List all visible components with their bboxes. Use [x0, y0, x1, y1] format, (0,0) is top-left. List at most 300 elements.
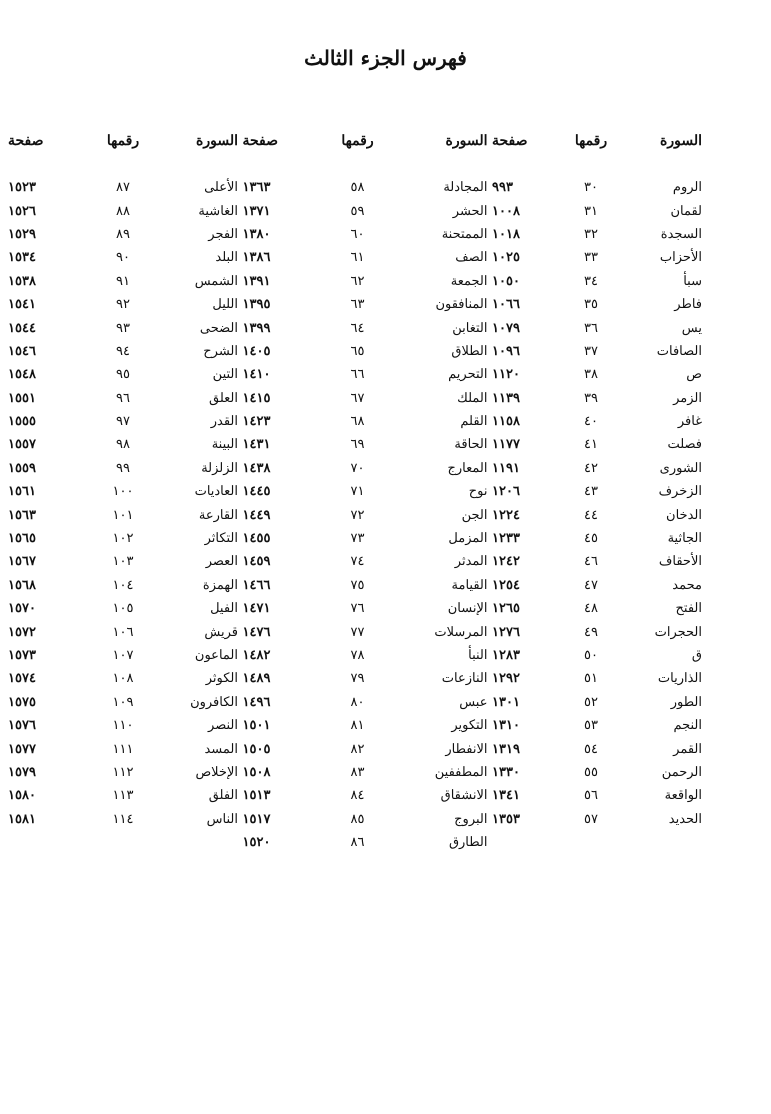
- page-number: ١٥٦٥: [8, 531, 36, 547]
- index-row: [8, 223, 238, 246]
- page-number: ١٢٥٤: [492, 577, 520, 593]
- surah-number: ٨٣: [350, 764, 365, 780]
- surah-number: ٦٢: [350, 273, 365, 289]
- surah-name: السجدة: [660, 226, 702, 242]
- page-number: ١٤٩٦: [242, 694, 271, 710]
- surah-name: الدخان: [666, 507, 702, 523]
- index-row: [8, 808, 238, 831]
- index-row: [243, 784, 488, 807]
- index-row: [243, 246, 488, 269]
- surah-number: ٥٢: [584, 694, 598, 710]
- index-row: [492, 176, 702, 199]
- column-header-row: [8, 128, 238, 154]
- surah-name: العصر: [205, 554, 238, 570]
- index-row: [492, 223, 702, 246]
- page-number: ١٤١٠: [242, 367, 271, 383]
- index-row: [492, 457, 702, 480]
- index-row: [8, 784, 238, 807]
- surah-name: الصافات: [656, 343, 702, 359]
- surah-number: ٩١: [116, 273, 130, 289]
- page-header: صفحة: [242, 133, 279, 149]
- surah-name: الأحزاب: [659, 250, 702, 266]
- surah-name: النجم: [673, 718, 702, 734]
- surah-number: ١٠٣: [112, 554, 134, 570]
- surah-name: المزمل: [448, 531, 488, 547]
- surah-number: ٥٨: [350, 180, 365, 196]
- surah-name: الطارق: [448, 835, 488, 851]
- index-row: [8, 387, 238, 410]
- page-number: ١٤٣١: [242, 437, 271, 453]
- surah-number: ٧٩: [350, 671, 365, 687]
- surah-name: الطور: [670, 694, 702, 710]
- surah-number: ٥٦: [584, 788, 598, 804]
- surah-name: الفيل: [210, 601, 238, 617]
- number-header: رقمها: [341, 133, 374, 149]
- index-rows: [8, 176, 238, 831]
- page-number: ١٥٦٣: [8, 507, 36, 523]
- index-row: [492, 480, 702, 503]
- index-row: [243, 316, 488, 339]
- surah-name: الحجرات: [654, 624, 702, 640]
- page-number: ١٣٧١: [242, 203, 271, 219]
- surah-number: ٨٢: [350, 741, 365, 757]
- surah-name: الهمزة: [202, 577, 238, 593]
- surah-number: ٤٧: [584, 577, 598, 593]
- page-header: صفحة: [8, 133, 44, 149]
- index-row: [243, 387, 488, 410]
- page-number: ١٤٥٩: [242, 554, 271, 570]
- surah-name: غافر: [677, 414, 702, 430]
- index-row: [492, 550, 702, 573]
- index-row: [492, 340, 702, 363]
- surah-name: محمد: [672, 577, 702, 593]
- index-row: [243, 620, 488, 643]
- index-row: [492, 316, 702, 339]
- surah-number: ١٠٤: [112, 577, 134, 593]
- page-number: ١٥٢٠: [242, 835, 271, 851]
- index-row: [243, 831, 488, 854]
- surah-number: ٤١: [584, 437, 598, 453]
- surah-name: سبأ: [683, 273, 702, 289]
- surah-number: ٥٤: [584, 741, 598, 757]
- page-number: ١٥٦٨: [8, 577, 36, 593]
- index-row: [492, 270, 702, 293]
- surah-number: ٤٠: [584, 414, 598, 430]
- surah-number: ١٠٩: [112, 694, 134, 710]
- index-row: [492, 387, 702, 410]
- page-number: ١٠٦٦: [492, 297, 520, 313]
- index-row: [243, 176, 488, 199]
- surah-name: القلم: [460, 414, 488, 430]
- page-number: ١٥٤٤: [8, 320, 36, 336]
- surah-name: الطلاق: [451, 343, 488, 359]
- surah-number: ٣٤: [584, 273, 598, 289]
- page-number: ٩٩٣: [492, 180, 513, 196]
- surah-name: فصلت: [667, 437, 702, 453]
- surah-name: القارعة: [198, 507, 238, 523]
- surah-name: القدر: [210, 414, 238, 430]
- page-number: ١٥٦٧: [8, 554, 36, 570]
- surah-name: القيامة: [451, 577, 488, 593]
- page-number: ١٥٢٩: [8, 226, 36, 242]
- surah-header: السورة: [660, 133, 702, 149]
- page-number: ١١٩١: [492, 460, 520, 476]
- surah-number: ١٠٧: [112, 648, 134, 663]
- page-number: ١٥٧٣: [8, 648, 36, 663]
- surah-number: ٣١: [584, 203, 598, 219]
- page-number: ١٥٤١: [8, 297, 36, 313]
- index-row: [492, 761, 702, 784]
- page-number: ١٠٢٥: [492, 250, 520, 266]
- page-number: ١٥١٣: [242, 788, 271, 804]
- surah-name: الزمر: [673, 390, 702, 406]
- page-number: ١٣٤١: [492, 788, 520, 804]
- index-row: [8, 246, 238, 269]
- surah-name: الممتحنة: [441, 226, 488, 242]
- page-number: ١١٣٩: [492, 390, 520, 406]
- surah-number: ٩٣: [116, 320, 130, 336]
- page-number: ١٥٣٨: [8, 273, 36, 289]
- index-column-group-1: [492, 128, 702, 854]
- surah-name: الحاقة: [454, 437, 488, 453]
- surah-number: ٦٣: [350, 297, 365, 313]
- surah-name: الزلزلة: [201, 460, 238, 476]
- surah-name: ص: [686, 367, 702, 383]
- surah-name: الشورى: [659, 460, 702, 476]
- surah-name: التكوير: [451, 718, 488, 734]
- surah-number: ٨٩: [116, 226, 130, 242]
- surah-header: السورة: [445, 133, 488, 149]
- index-column-group-3: [8, 128, 238, 854]
- page-number: ١٢٣٣: [492, 531, 520, 547]
- surah-name: الجاثية: [667, 531, 702, 547]
- page-number: ١٣٩٩: [242, 320, 271, 336]
- surah-number: ٣٧: [584, 343, 598, 359]
- surah-name: البروج: [454, 811, 488, 827]
- surah-index: [8, 128, 702, 854]
- surah-number: ٤٩: [584, 624, 598, 640]
- index-row: [492, 246, 702, 269]
- page-number: ١٠٧٩: [492, 320, 520, 336]
- surah-name: الجن: [461, 507, 488, 523]
- surah-name: يس: [681, 320, 702, 336]
- page-number: ١٢٤٢: [492, 554, 520, 570]
- index-row: [8, 737, 238, 760]
- page-number: ١٥٢٦: [8, 203, 36, 219]
- index-row: [243, 761, 488, 784]
- surah-number: ١٠٠: [112, 484, 134, 500]
- page-number: ١٠٥٠: [492, 273, 520, 289]
- surah-name: المدثر: [454, 554, 488, 570]
- surah-name: المعارج: [447, 460, 488, 476]
- surah-name: الماعون: [194, 648, 238, 663]
- index-row: [8, 316, 238, 339]
- surah-name: الليل: [212, 297, 238, 313]
- page-number: ١٥٣٤: [8, 250, 36, 266]
- index-row: [243, 691, 488, 714]
- surah-name: نوح: [468, 484, 488, 500]
- surah-name: النازعات: [441, 671, 488, 687]
- index-row: [492, 784, 702, 807]
- page-number: ١٤٤٩: [242, 507, 271, 523]
- surah-name: التغابن: [452, 320, 488, 336]
- index-row: [243, 667, 488, 690]
- surah-name: الفلق: [208, 788, 238, 804]
- page-number: ١٥٤٦: [8, 343, 36, 359]
- surah-number: ٩٧: [116, 414, 130, 430]
- page-number: ١٤٠٥: [242, 343, 271, 359]
- page-number: ١٥٨١: [8, 811, 36, 827]
- surah-name: الفجر: [208, 226, 238, 242]
- surah-number: ١١٤: [112, 811, 134, 827]
- surah-number: ٣٨: [584, 367, 598, 383]
- surah-number: ٨٦: [350, 835, 365, 851]
- index-row: [492, 808, 702, 831]
- index-row: [243, 340, 488, 363]
- surah-number: ٣٣: [584, 250, 598, 266]
- index-row: [8, 176, 238, 199]
- surah-number: ١٠١: [112, 507, 134, 523]
- page-number: ١٥٨٠: [8, 788, 36, 804]
- surah-number: ٦١: [350, 250, 365, 266]
- index-row: [243, 433, 488, 456]
- surah-number: ٤٢: [584, 460, 598, 476]
- surah-number: ٨١: [350, 718, 365, 734]
- surah-number: ٤٤: [584, 507, 598, 523]
- surah-number: ٧٥: [350, 577, 365, 593]
- page-number: ١٣٨٦: [242, 250, 271, 266]
- page-number: ١٢٠٦: [492, 484, 520, 500]
- surah-number: ٥٣: [584, 718, 598, 734]
- page-number: ١٤٢٣: [242, 414, 271, 430]
- surah-name: الإنسان: [447, 601, 488, 617]
- page-number: ١٣٩١: [242, 273, 271, 289]
- page-number: ١٤٧٦: [242, 624, 271, 640]
- surah-name: الملك: [457, 390, 488, 406]
- index-row: [243, 597, 488, 620]
- index-rows: [492, 176, 702, 831]
- surah-number: ٣٦: [584, 320, 598, 336]
- page-number: ١١٢٠: [492, 367, 520, 383]
- surah-name: فاطر: [674, 297, 702, 313]
- surah-number: ٦٧: [350, 390, 365, 406]
- surah-name: التحريم: [448, 367, 488, 383]
- surah-name: الصف: [455, 250, 488, 266]
- page-number: ١١٧٧: [492, 437, 520, 453]
- index-row: [243, 223, 488, 246]
- surah-number: ٦٤: [350, 320, 365, 336]
- page-number: ١٠٩٦: [492, 343, 520, 359]
- page-number: ١٤٥٥: [242, 531, 271, 547]
- index-row: [492, 691, 702, 714]
- surah-number: ٨٠: [350, 694, 365, 710]
- index-row: [8, 199, 238, 222]
- surah-name: العاديات: [194, 484, 238, 500]
- index-row: [243, 550, 488, 573]
- surah-name: الأعلى: [204, 180, 238, 196]
- surah-name: الحشر: [452, 203, 488, 219]
- surah-name: المرسلات: [434, 624, 488, 640]
- surah-number: ٥٩: [350, 203, 365, 219]
- index-row: [243, 457, 488, 480]
- surah-number: ٦٦: [350, 367, 365, 383]
- surah-number: ٨٨: [116, 203, 130, 219]
- surah-name: العلق: [209, 390, 238, 406]
- surah-number: ٩٥: [116, 367, 130, 383]
- page-number: ١٣٨٠: [242, 226, 271, 242]
- surah-number: ٩٢: [116, 297, 130, 313]
- index-row: [8, 644, 238, 667]
- surah-name: الروم: [672, 180, 702, 196]
- surah-number: ٩٤: [116, 343, 130, 359]
- surah-number: ٦٥: [350, 343, 365, 359]
- index-column-group-2: [243, 128, 488, 854]
- surah-name: الإخلاص: [195, 764, 238, 780]
- index-row: [8, 363, 238, 386]
- surah-number: ٧٤: [350, 554, 365, 570]
- surah-name: قريش: [204, 624, 238, 640]
- surah-name: المنافقون: [435, 297, 488, 313]
- page-number: ١٣١٩: [492, 741, 520, 757]
- surah-number: ٨٥: [350, 811, 365, 827]
- page-number: ١٤٣٨: [242, 460, 271, 476]
- surah-name: الواقعة: [664, 788, 702, 804]
- page-number: ١٣٣٠: [492, 764, 520, 780]
- index-row: [8, 597, 238, 620]
- surah-number: ٧١: [350, 484, 365, 500]
- index-row: [8, 574, 238, 597]
- page-number: ١٥٥١: [8, 390, 36, 406]
- index-row: [8, 761, 238, 784]
- surah-number: ٨٤: [350, 788, 365, 804]
- page-number: ١٤٨٢: [242, 648, 271, 663]
- surah-number: ١١٣: [112, 788, 134, 804]
- page-number: ١٥٧٥: [8, 694, 36, 710]
- index-row: [8, 480, 238, 503]
- surah-number: ٣٥: [584, 297, 598, 313]
- page-number: ١٢٧٦: [492, 624, 520, 640]
- page-number: ١٥٧٧: [8, 741, 36, 757]
- surah-number: ٤٥: [584, 531, 598, 547]
- surah-name: الشرح: [203, 343, 238, 359]
- page-number: ١٥٥٥: [8, 414, 36, 430]
- surah-name: الذاريات: [657, 671, 702, 687]
- surah-name: النبأ: [468, 648, 488, 663]
- page-number: ١٤٦٦: [242, 577, 271, 593]
- surah-name: الرحمن: [661, 764, 702, 780]
- surah-number: ٤٣: [584, 484, 598, 500]
- surah-number: ٦٠: [350, 226, 365, 242]
- surah-number: ٨٧: [116, 180, 130, 196]
- index-row: [492, 574, 702, 597]
- surah-name: عبس: [459, 694, 488, 710]
- index-row: [492, 363, 702, 386]
- surah-number: ٧٧: [350, 624, 365, 640]
- surah-number: ١١٢: [112, 764, 134, 780]
- page-number: ١٣٦٣: [242, 180, 271, 196]
- surah-number: ٩٦: [116, 390, 130, 406]
- index-row: [8, 433, 238, 456]
- index-row: [8, 691, 238, 714]
- page-number: ١٢٦٥: [492, 601, 520, 617]
- index-row: [492, 644, 702, 667]
- surah-number: ٥١: [584, 671, 598, 687]
- surah-number: ٤٨: [584, 601, 598, 617]
- surah-name: الكافرون: [190, 694, 238, 710]
- page-number: ١٤٧١: [242, 601, 271, 617]
- index-row: [243, 503, 488, 526]
- column-header-row: [492, 128, 702, 154]
- index-row: [243, 527, 488, 550]
- surah-number: ٣٠: [584, 180, 598, 196]
- surah-number: ٧٠: [350, 460, 365, 476]
- surah-name: القمر: [673, 741, 702, 757]
- surah-number: ٥٠: [584, 648, 598, 663]
- surah-number: ٦٨: [350, 414, 365, 430]
- surah-name: التين: [212, 367, 238, 383]
- surah-number: ١٠٥: [112, 601, 134, 617]
- index-row: [8, 457, 238, 480]
- page-number: ١٥٠١: [242, 718, 271, 734]
- surah-number: ٧٦: [350, 601, 365, 617]
- surah-number: ٣٩: [584, 390, 598, 406]
- index-row: [8, 293, 238, 316]
- index-row: [8, 340, 238, 363]
- surah-number: ١١٠: [112, 718, 134, 734]
- surah-name: الفتح: [675, 601, 702, 617]
- index-row: [243, 644, 488, 667]
- number-header: رقمها: [106, 133, 140, 149]
- page-title: فهرس الجزء الثالث: [304, 46, 467, 70]
- page-number: ١٣٩٥: [242, 297, 271, 313]
- index-row: [8, 527, 238, 550]
- index-row: [8, 410, 238, 433]
- index-row: [492, 410, 702, 433]
- surah-number: ٥٥: [584, 764, 598, 780]
- surah-number: ٤٦: [584, 554, 598, 570]
- page-number: ١٥٧٠: [8, 601, 36, 617]
- surah-number: ٩٨: [116, 437, 130, 453]
- surah-name: الضحى: [199, 320, 238, 336]
- index-row: [243, 363, 488, 386]
- surah-name: الجمعة: [450, 273, 488, 289]
- page-number: ١٢٢٤: [492, 507, 520, 523]
- page-number: ١٣١٠: [492, 718, 520, 734]
- index-row: [243, 737, 488, 760]
- page-number: ١٠٠٨: [492, 203, 520, 219]
- surah-number: ٦٩: [350, 437, 365, 453]
- index-row: [8, 714, 238, 737]
- index-row: [243, 293, 488, 316]
- surah-number: ٧٢: [350, 507, 365, 523]
- surah-name: الانشقاق: [440, 788, 488, 804]
- surah-name: المجادلة: [443, 180, 488, 196]
- number-header: رقمها: [574, 133, 608, 149]
- page-number: ١٢٩٢: [492, 671, 520, 687]
- page-number: ١٠١٨: [492, 226, 520, 242]
- page-number: ١٥٠٨: [242, 764, 271, 780]
- index-row: [243, 410, 488, 433]
- surah-name: الانفطار: [445, 741, 488, 757]
- index-rows: [243, 176, 488, 854]
- index-row: [492, 597, 702, 620]
- surah-number: ٧٨: [350, 648, 365, 663]
- index-row: [8, 620, 238, 643]
- index-row: [243, 808, 488, 831]
- surah-name: المسد: [204, 741, 238, 757]
- index-row: [243, 480, 488, 503]
- page-number: ١٤١٥: [242, 390, 271, 406]
